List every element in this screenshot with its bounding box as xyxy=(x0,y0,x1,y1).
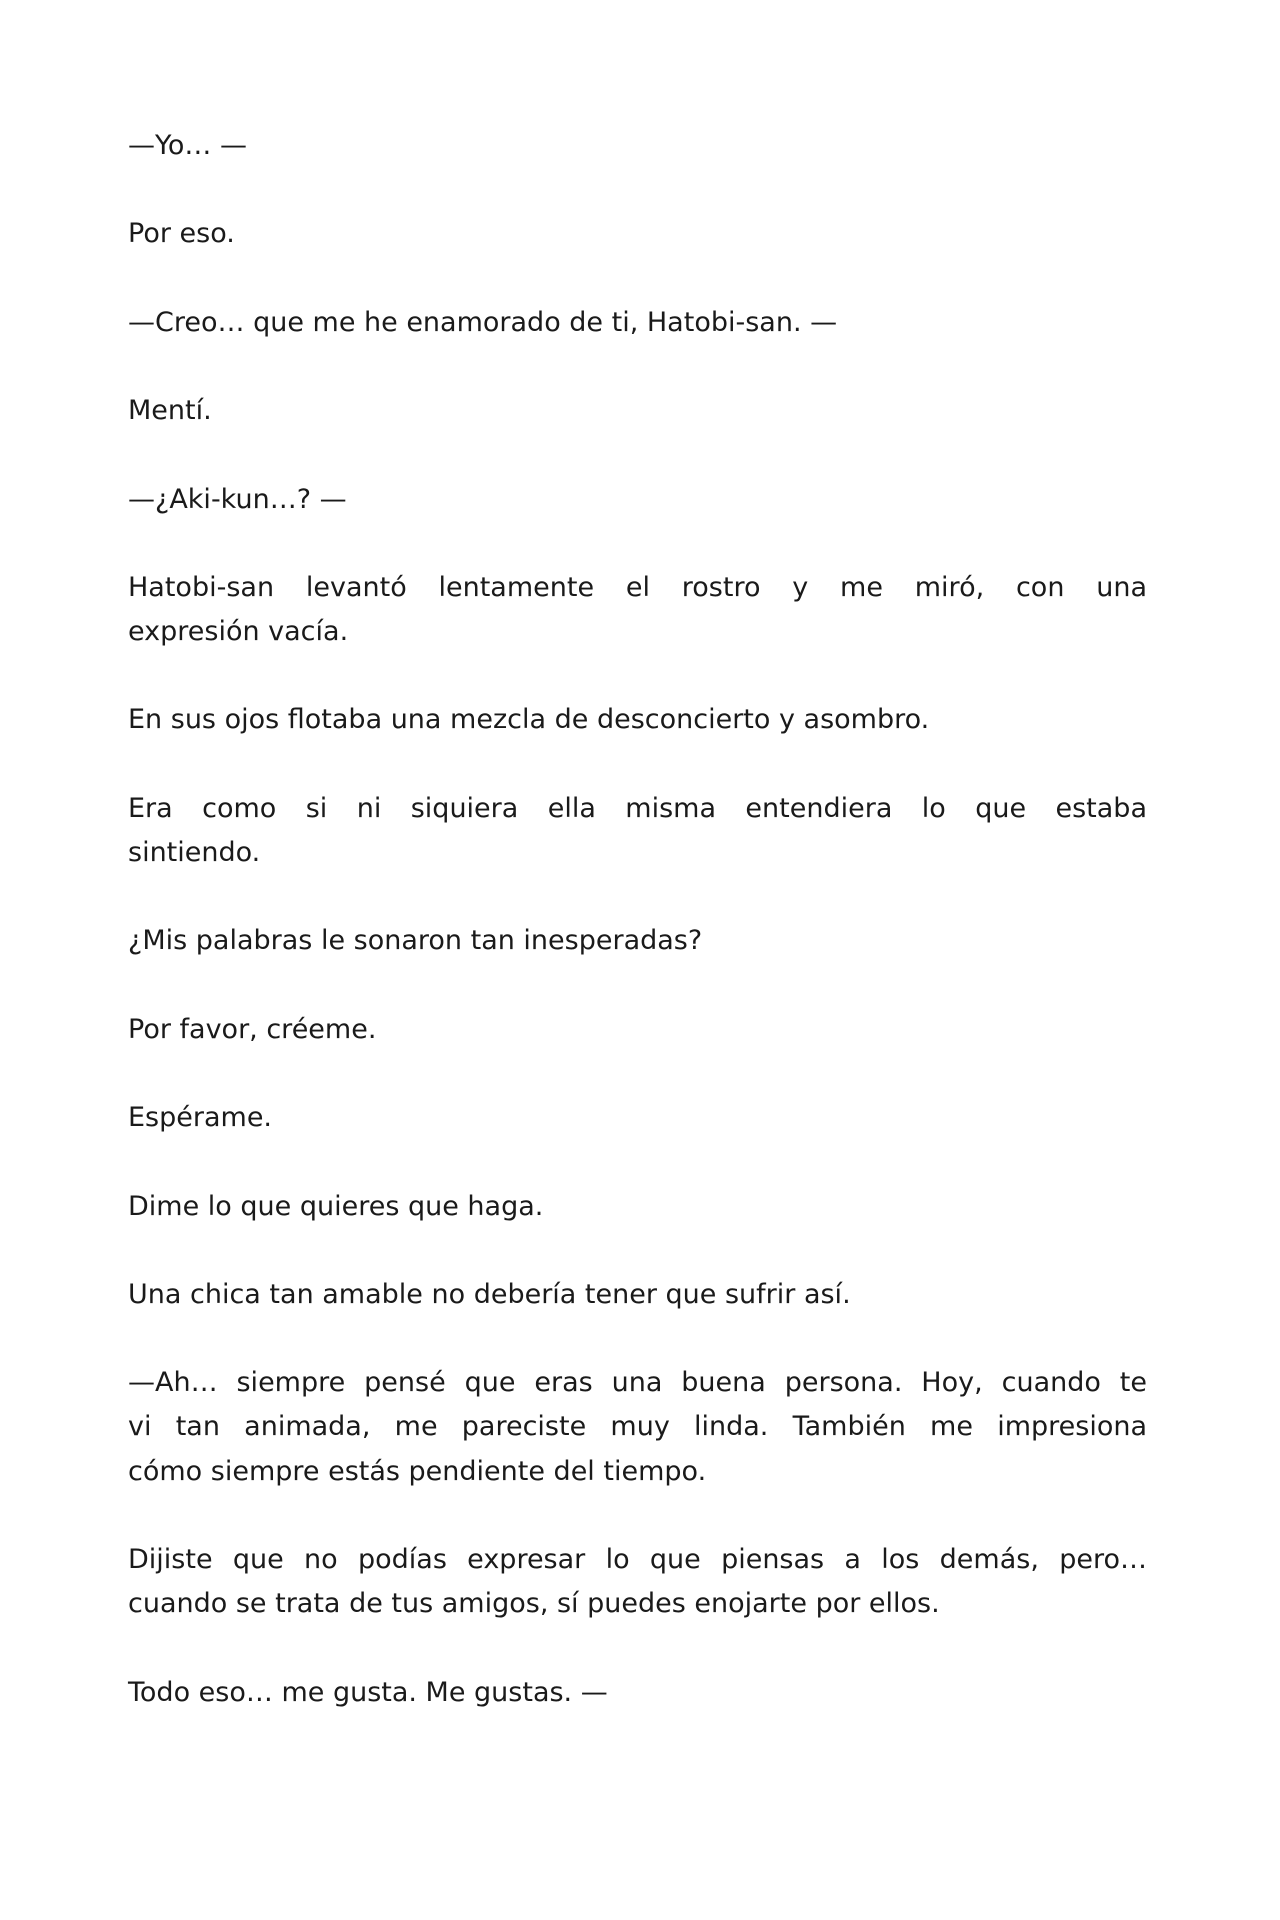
text-line: cómo siempre estás pendiente del tiempo. xyxy=(128,1455,707,1487)
text-line: cuando se trata de tus amigos, sí puedes enojarte por ellos. xyxy=(128,1588,940,1620)
text-line: Todo eso… me gusta. Me gustas. — xyxy=(128,1676,608,1708)
paragraph xyxy=(128,1096,1147,1140)
paragraph xyxy=(128,1671,1147,1715)
text-line: —Creo… que me he enamorado de ti, Hatobi-san. — xyxy=(128,306,838,338)
paragraph xyxy=(128,787,1147,875)
paragraph xyxy=(128,1361,1147,1494)
paragraph xyxy=(128,919,1147,963)
text-line: Mentí. xyxy=(128,395,212,427)
text-line: Hatobi-san levantó lentamente el rostro y me miró, con una xyxy=(128,571,1147,603)
paragraph xyxy=(128,124,1147,168)
paragraph xyxy=(128,1273,1147,1317)
text-line: ¿Mis palabras le sonaron tan inesperadas? xyxy=(128,925,703,957)
paragraph xyxy=(128,1538,1147,1626)
text-line: sintiendo. xyxy=(128,837,261,868)
paragraph xyxy=(128,1008,1147,1052)
text-line: vi tan animada, me pareciste muy linda. También me impresiona xyxy=(128,1411,1147,1443)
text-line: —¿Aki-kun…? — xyxy=(128,483,347,515)
text-line: Dijiste que no podías expresar lo que piensas a los demás, pero… xyxy=(128,1544,1147,1575)
text-line: Por favor, créeme. xyxy=(128,1013,377,1045)
paragraph xyxy=(128,698,1147,742)
text-line: Dime lo que quieres que haga. xyxy=(128,1190,544,1222)
text-line: Por eso. xyxy=(128,218,235,250)
text-line: Una chica tan amable no debería tener que sufrir así. xyxy=(128,1278,851,1310)
text-line: Espérame. xyxy=(128,1102,273,1134)
paragraph xyxy=(128,566,1147,654)
text-line: Era como si ni siquiera ella misma entendiera lo que estaba xyxy=(128,792,1147,824)
paragraph xyxy=(128,478,1147,522)
paragraph xyxy=(128,212,1147,256)
paragraph xyxy=(128,389,1147,433)
text-line: —Ah… siempre pensé que eras una buena persona. Hoy, cuando te xyxy=(128,1367,1147,1399)
text-line: —Yo… — xyxy=(128,130,248,161)
paragraph xyxy=(128,1185,1147,1229)
text-line: En sus ojos flotaba una mezcla de desconcierto y asombro. xyxy=(128,704,930,736)
text-line: expresión vacía. xyxy=(128,616,349,648)
paragraph xyxy=(128,301,1147,345)
